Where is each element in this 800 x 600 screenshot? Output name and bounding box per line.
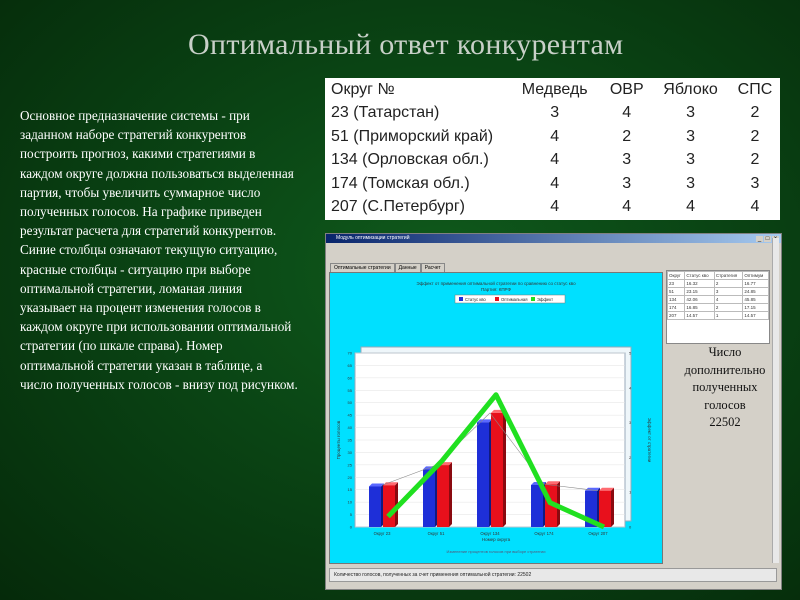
mini-cell: 174: [668, 304, 685, 312]
header-ovr: ОВР: [609, 80, 644, 98]
note-line: 22502: [709, 415, 741, 429]
mini-cell: 24.85: [743, 288, 769, 296]
legend-label: Статус кво: [465, 297, 486, 302]
chart-footnote: Изменение процентов голосов при выборе стратегии: [446, 549, 546, 554]
bar-status-quo: [531, 485, 543, 527]
legend-label: Оптимальная: [501, 297, 528, 302]
mini-cell: 17.15: [743, 304, 769, 312]
table-cell: 3: [686, 127, 695, 145]
mini-cell: 23.15: [685, 288, 715, 296]
bar-side: [611, 488, 614, 527]
table-cell: 3: [550, 104, 560, 122]
mini-cell: 3: [714, 288, 742, 296]
legend-swatch: [459, 297, 463, 301]
legend-label: Эффект: [537, 297, 554, 302]
table-cell: 3: [750, 174, 760, 192]
mini-row[interactable]: [668, 288, 769, 296]
chart-subtitle: Партия: КПРФ: [481, 287, 511, 292]
table-row: [325, 196, 780, 220]
app-window: [325, 233, 782, 590]
bar-optimal: [491, 413, 503, 527]
table-cell: 23 (Татарстан): [331, 104, 440, 122]
y-tick-label: 5: [349, 512, 352, 518]
mini-cell: 16.32: [685, 280, 715, 288]
y-tick-label: 10: [347, 499, 352, 505]
table-cell: 2: [622, 127, 632, 145]
table-cell: 3: [686, 151, 695, 169]
y2-tick-label: 4: [629, 385, 632, 391]
y-tick-label: 30: [347, 449, 352, 455]
header-district: Округ №: [331, 80, 395, 98]
table-cell: 3: [686, 104, 695, 122]
mini-row[interactable]: [668, 304, 769, 312]
window-titlebar[interactable]: [326, 234, 781, 243]
legend-swatch: [531, 297, 535, 301]
table-cell: 3: [622, 151, 632, 169]
y-tick-label: 40: [347, 425, 352, 431]
table-row: [325, 172, 780, 196]
x-tick-label: Округ 134: [480, 531, 500, 536]
chart-title: Эффект от применения оптимальной стратегии по сравнению со статус кво: [416, 281, 576, 286]
table-cell: 3: [622, 174, 632, 192]
header-sps: СПС: [737, 80, 773, 98]
table-cell: 174 (Томская обл.): [331, 174, 470, 192]
y-tick-label: 35: [347, 437, 352, 443]
y-tick-label: 60: [347, 375, 352, 381]
result-mini-table: [666, 270, 770, 344]
bar-side: [503, 410, 506, 527]
tab-data[interactable]: Данные: [395, 263, 421, 272]
bar-side: [449, 462, 452, 527]
mini-cell: 2: [714, 280, 742, 288]
minimize-icon[interactable]: _: [757, 236, 762, 242]
x-tick-label: Округ 51: [427, 531, 445, 536]
y2-tick-label: 5: [629, 350, 632, 356]
mini-cell: 23: [668, 280, 685, 288]
y2-tick-label: 0: [629, 524, 632, 530]
y-axis-label: Проценты голосов: [336, 420, 341, 460]
y2-tick-label: 3: [629, 420, 632, 426]
mini-header: Статус кво: [685, 272, 715, 280]
mini-cell: 42.06: [685, 296, 715, 304]
bar-optimal: [599, 491, 611, 527]
header-medved: Медведь: [521, 80, 588, 98]
x-tick-label: Округ 23: [373, 531, 391, 536]
table-cell: 2: [750, 151, 760, 169]
note-line: Число: [708, 345, 742, 359]
chart-panel: [329, 272, 663, 564]
y-tick-label: 70: [347, 350, 352, 356]
y2-tick-label: 2: [629, 454, 632, 460]
mini-cell: 16.85: [685, 304, 715, 312]
y-tick-label: 45: [347, 412, 352, 418]
bar-status-quo: [369, 486, 381, 527]
mini-cell: 45.85: [743, 296, 769, 304]
y-tick-label: 65: [347, 362, 352, 368]
header-yabloko: Яблоко: [663, 80, 718, 98]
mini-cell: 4: [714, 296, 742, 304]
table-cell: 3: [686, 174, 695, 192]
mini-cell: 134: [668, 296, 685, 304]
table-cell: 4: [686, 198, 695, 216]
table-cell: 4: [550, 174, 560, 192]
mini-header: Округ: [668, 272, 685, 280]
table-row: [325, 125, 780, 149]
mini-cell: 14.57: [743, 312, 769, 320]
table-cell: 134 (Орловская обл.): [331, 151, 489, 169]
note-line: дополнительно: [684, 362, 766, 377]
table-cell: 4: [550, 198, 560, 216]
bar-status-quo: [477, 422, 489, 527]
note-line: полученных: [692, 380, 758, 394]
mini-cell: 16.77: [743, 280, 769, 288]
mini-row[interactable]: [668, 296, 769, 304]
y-tick-label: 55: [347, 387, 352, 393]
table-cell: 4: [622, 104, 632, 122]
x-axis-label: Номер округа: [481, 537, 511, 542]
x-tick-label: Округ 174: [534, 531, 554, 536]
mini-cell: 1: [714, 312, 742, 320]
mini-row[interactable]: [668, 312, 769, 320]
status-bar: Количество голосов, полученных за счет применения оптимальной стратегии: 22502: [329, 568, 777, 582]
mini-row[interactable]: [668, 280, 769, 288]
bar-optimal: [383, 485, 395, 527]
table-row: [325, 149, 780, 173]
note-line: голосов: [704, 397, 746, 412]
x-tick-label: Округ 207: [588, 531, 608, 536]
window-title: Модуль оптимизации стратегий: [336, 235, 410, 241]
y2-axis-label: Эффект от стратегии: [647, 417, 652, 463]
mini-header: Оптимум: [743, 272, 769, 280]
table-cell: 2: [750, 104, 760, 122]
y-tick-label: 20: [347, 474, 352, 480]
table-cell: 207 (С.Петербург): [331, 198, 465, 216]
maximize-icon[interactable]: □: [765, 236, 770, 242]
mini-cell: 207: [668, 312, 685, 320]
y-tick-label: 0: [349, 524, 352, 530]
mini-cell: 14.57: [685, 312, 715, 320]
table-cell: 4: [550, 127, 560, 145]
strategy-table: [325, 78, 780, 220]
mini-cell: 2: [714, 304, 742, 312]
table-cell: 4: [622, 198, 632, 216]
y-tick-label: 25: [347, 462, 352, 468]
tab-calc[interactable]: Расчет: [421, 263, 445, 272]
table-cell: 4: [750, 198, 760, 216]
mini-cell: 51: [668, 288, 685, 296]
bar-chart: [330, 273, 662, 563]
legend-swatch: [495, 297, 499, 301]
y-tick-label: 15: [347, 487, 352, 493]
mini-header-row: [668, 272, 769, 280]
bar-optimal: [437, 465, 449, 527]
tab-optimal[interactable]: Оптимальные стратегии: [330, 263, 395, 272]
mini-header: Стратегия: [714, 272, 742, 280]
table-row: [325, 102, 780, 126]
extra-votes-note: [676, 344, 774, 432]
table-cell: 2: [750, 127, 760, 145]
y-tick-label: 50: [347, 400, 352, 406]
description-text: Основное предназначение системы - при заданном наборе стратегий конкурентов построить прогноз, какими стратегиями в каждом округе должна пользоваться выделенная партия, чтобы увеличить суммарное число полученных голосов. На графике приведен результат расчета для стратегий конкурентов. Синие столбцы означают текущую ситуацию, красные столбцы - ситуацию при выборе оптимальной стратегии, ломаная линия указывает на процент изменения голосов в каждом округе при использовании оптимальной стратегии (по шкале справа). Номер оптимальной стратегии указан в таблице, а число полученных голосов - внизу под рисунком.: [20, 108, 298, 392]
slide-title: Оптимальный ответ конкурентам: [188, 28, 624, 61]
table-cell: 4: [550, 151, 560, 169]
y2-tick-label: 1: [629, 489, 632, 495]
table-cell: 51 (Приморский край): [331, 127, 494, 145]
table-header-row: [325, 78, 780, 102]
vertical-scrollbar[interactable]: [772, 238, 779, 563]
